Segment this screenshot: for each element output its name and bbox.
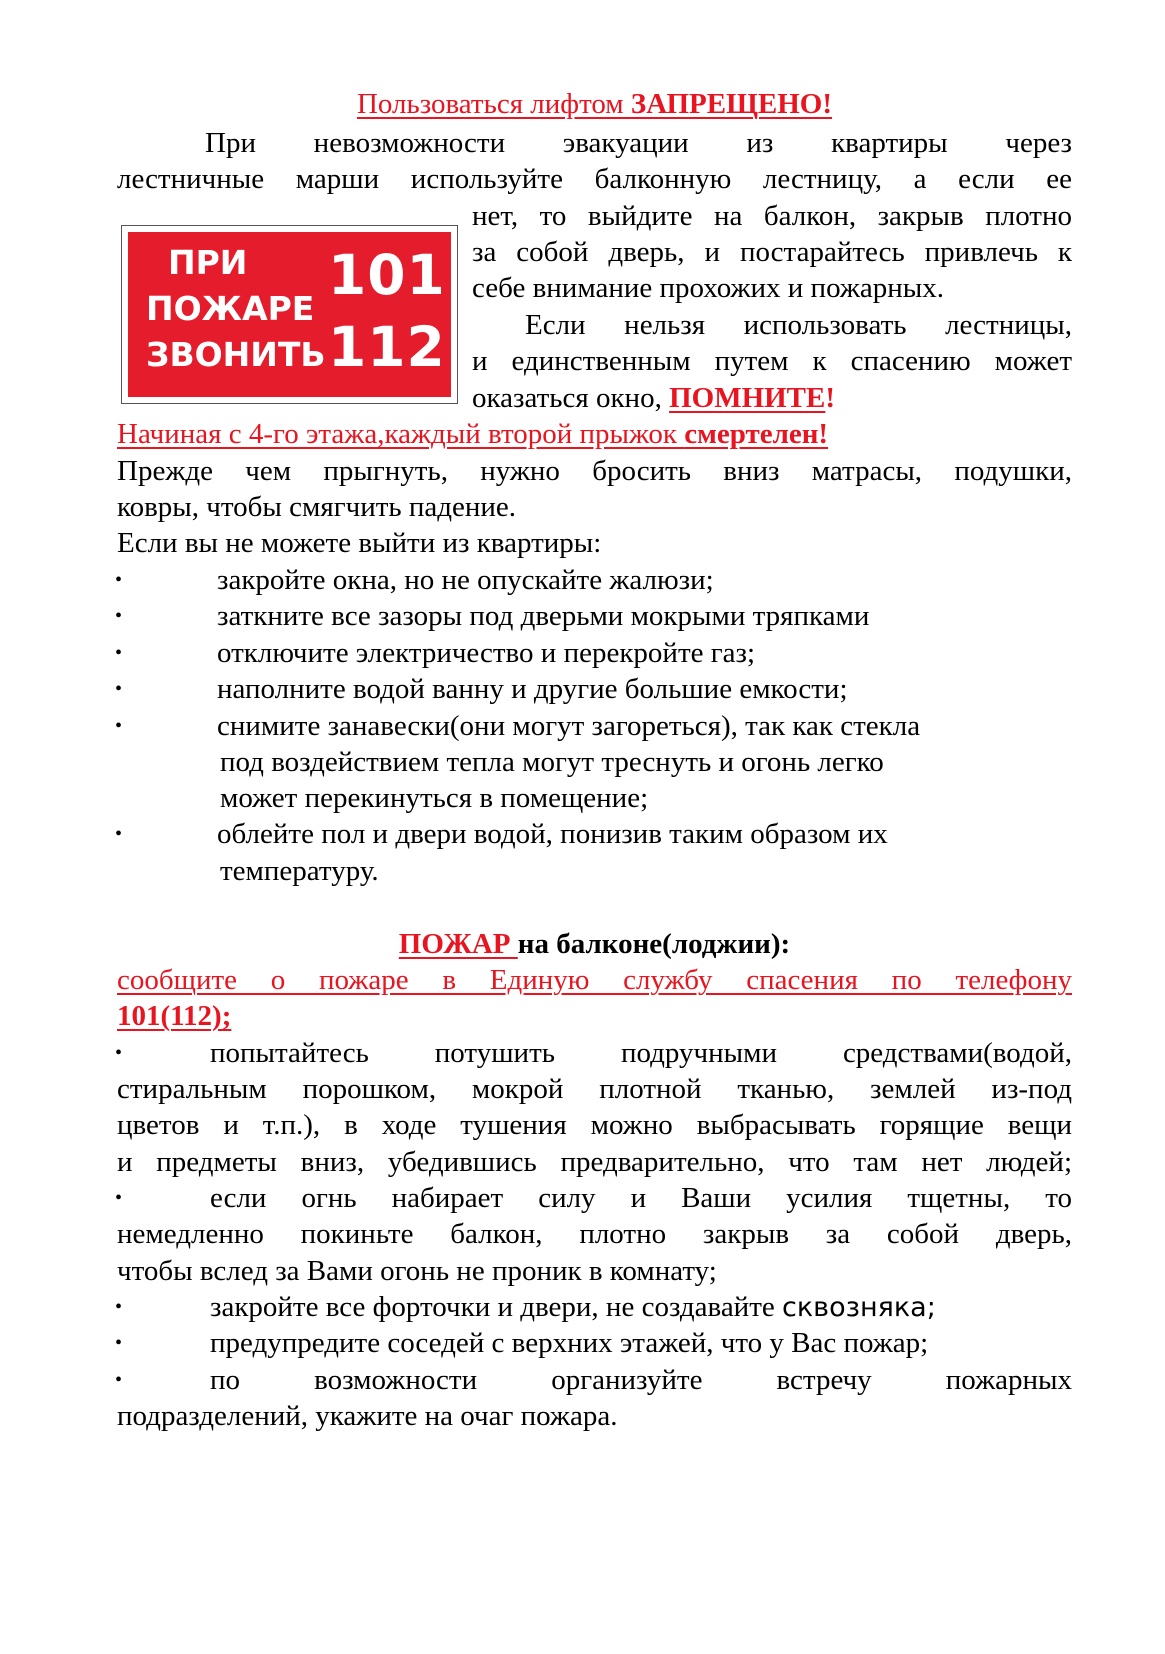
list-item: наполните водой ванну и другие большие емкости;	[217, 673, 848, 705]
paragraph-line: ковры, чтобы смягчить падение.	[117, 491, 517, 523]
list-item-continuation: подразделений, укажите на очаг пожара.	[117, 1400, 618, 1432]
paragraph-line: лестничные марши используйте балконную лестницу, а если ее	[117, 163, 1072, 195]
list-item: попытайтесь потушить подручными средствами(водой,	[210, 1037, 1072, 1069]
paragraph-line: Прежде чем прыгнуть, нужно бросить вниз матрасы, подушки,	[117, 455, 1072, 487]
list-item-continuation: немедленно покиньте балкон, плотно закрыв за собой дверь,	[117, 1218, 1072, 1250]
paragraph-line: оказаться окно, ПОМНИТЕ!	[472, 382, 836, 414]
list-item: заткните все зазоры под дверьми мокрыми тряпками	[217, 600, 870, 632]
bullet: •	[115, 1042, 123, 1064]
bullet: •	[115, 1187, 123, 1209]
list-item: если огнь набирает силу и Ваши усилия тщетны, то	[210, 1182, 1072, 1214]
paragraph-line: При невозможности эвакуации из квартиры через	[205, 127, 1072, 159]
list-item: закройте все форточки и двери, не создавайте сквозняка;	[210, 1291, 936, 1323]
bullet: •	[115, 642, 123, 664]
bullet: •	[115, 823, 123, 845]
sign-background	[128, 232, 451, 397]
list-item-continuation: и предметы вниз, убедившись предварительно, что там нет людей;	[117, 1146, 1072, 1178]
list-item: закройте окна, но не опускайте жалюзи;	[217, 564, 714, 596]
sign-number: 112	[328, 315, 446, 379]
list-item-continuation: цветов и т.п.), в ходе тушения можно выбрасывать горящие вещи	[117, 1109, 1072, 1141]
paragraph-line: и единственным путем к спасению может	[472, 345, 1072, 377]
balcony-fire-heading: ПОЖАР на балконе(лоджии):	[398, 928, 791, 960]
sign-text-line: ПРИ	[168, 243, 248, 282]
sign-number: 101	[328, 243, 446, 307]
bullet: •	[115, 678, 123, 700]
emergency-call-line: сообщите о пожаре в Единую службу спасения по телефону	[117, 964, 1072, 996]
emergency-number: 101(112);	[117, 1000, 232, 1032]
list-item: снимите занавески(они могут загореться), так как стекла	[217, 710, 921, 742]
list-item: по возможности организуйте встречу пожарных	[210, 1364, 1072, 1396]
list-item-continuation: может перекинуться в помещение;	[220, 782, 649, 814]
list-item: отключите электричество и перекройте газ;	[217, 637, 756, 669]
list-item-continuation: стиральным порошком, мокрой плотной тканью, землей из-под	[117, 1073, 1072, 1105]
bullet: •	[115, 605, 123, 627]
bullet: •	[115, 1296, 123, 1318]
sign-text-line: ЗВОНИТЬ	[146, 335, 326, 374]
bullet: •	[115, 1332, 123, 1354]
list-item-continuation: под воздействием тепла могут треснуть и огонь легко	[220, 746, 884, 778]
list-item-continuation: чтобы вслед за Вами огонь не проник в комнату;	[117, 1255, 717, 1287]
remember-emphasis: ПОМНИТЕ	[669, 382, 826, 414]
paragraph-line: за собой дверь, и постарайтесь привлечь к	[472, 236, 1072, 268]
paragraph-line: себе внимание прохожих и пожарных.	[472, 272, 945, 304]
sign-text-line: ПОЖАРЕ	[146, 289, 315, 328]
elevator-warning-heading: Пользоваться лифтом ЗАПРЕЩЕНО!	[356, 88, 833, 120]
bullet: •	[115, 569, 123, 591]
paragraph-line: Если вы не можете выйти из квартиры:	[117, 527, 602, 559]
list-item-continuation: температуру.	[220, 855, 379, 887]
list-item: облейте пол и двери водой, понизив таким образом их	[217, 818, 888, 850]
paragraph-line: нет, то выйдите на балкон, закрыв плотно	[472, 200, 1072, 232]
list-item: предупредите соседей с верхних этажей, что у Вас пожар;	[210, 1327, 929, 1359]
jump-warning: Начиная с 4-го этажа,каждый второй прыжок смертелен!	[117, 418, 829, 450]
bullet: •	[115, 715, 123, 737]
paragraph-line: Если нельзя использовать лестницы,	[525, 309, 1072, 341]
fire-call-sign	[121, 225, 458, 404]
bullet: •	[115, 1369, 123, 1391]
